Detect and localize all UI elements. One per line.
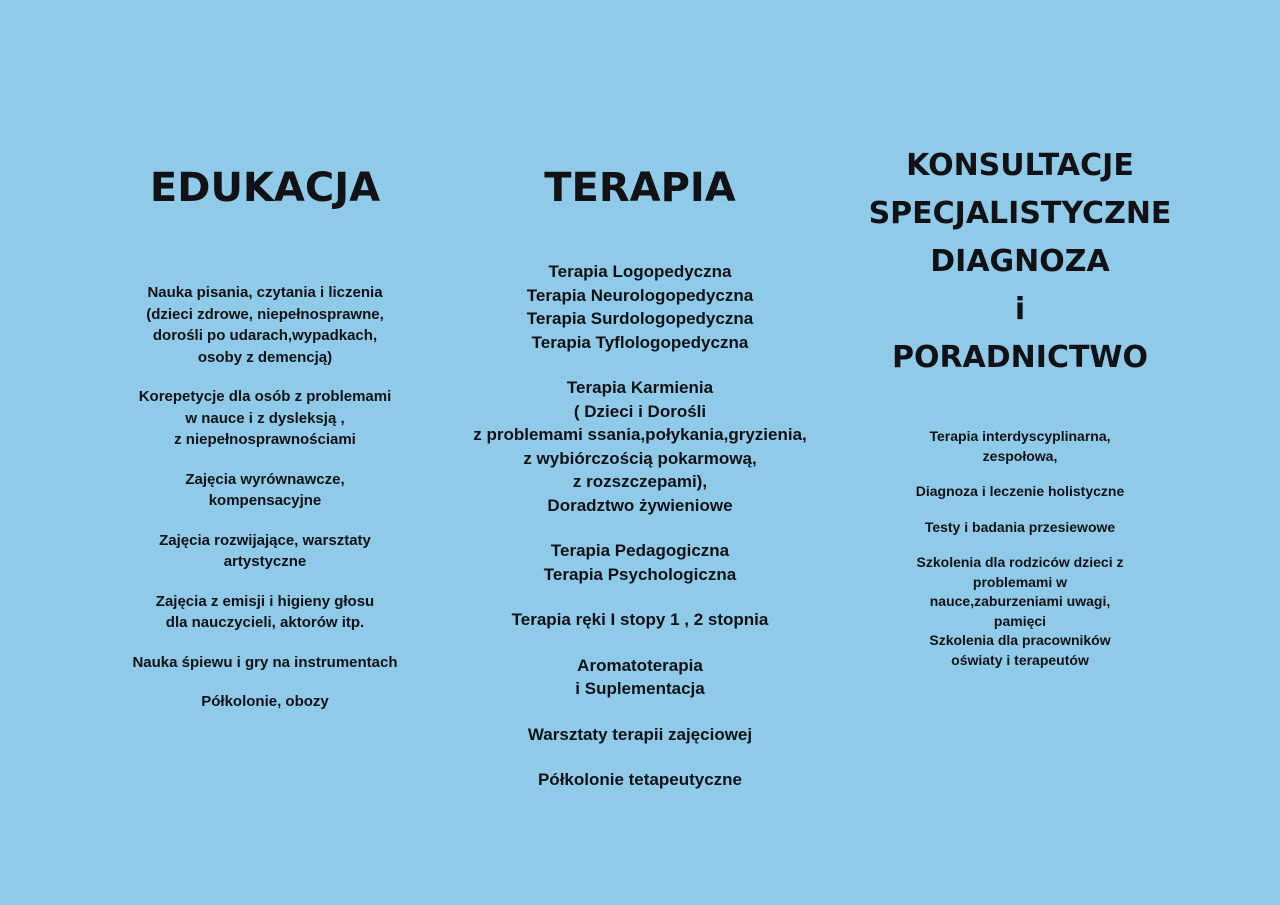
column-items-edukacja [79, 282, 451, 713]
service-line: Doradztwo żywieniowe [547, 495, 733, 515]
service-item [440, 608, 840, 632]
column-title-terapia [440, 166, 840, 210]
service-line: dla nauczycieli, aktorów itp. [165, 614, 365, 631]
service-line: nauce,zaburzeniami uwagi, [929, 593, 1111, 609]
column-title-line: DIAGNOZA [930, 244, 1110, 279]
service-line: Terapia Karmienia [566, 378, 714, 397]
service-line: Warsztaty terapii zajęciowej [527, 724, 753, 744]
service-item [79, 386, 451, 451]
service-line: w nauce i z dysleksją , [185, 409, 345, 427]
service-item [440, 723, 840, 747]
service-item [440, 260, 840, 354]
service-line: z rozszczepami), [572, 472, 708, 491]
column-edukacja [79, 166, 451, 731]
service-item [79, 591, 451, 634]
service-line: Półkolonie tetapeutyczne [537, 770, 743, 789]
service-item [79, 469, 451, 512]
column-title-line: SPECJALISTYCZNE [868, 196, 1172, 231]
service-line: Diagnoza i leczenie holistyczne [915, 483, 1125, 499]
service-item [852, 482, 1188, 502]
service-item [440, 539, 840, 586]
service-line: Terapia interdyscyplinarna, [929, 428, 1111, 444]
column-title-line: TERAPIA [544, 165, 736, 211]
column-title-line: i [1014, 292, 1026, 327]
service-line: zespołowa, [982, 447, 1058, 464]
service-line: Szkolenia dla pracowników [929, 632, 1111, 648]
service-line: oświaty i terapeutów [951, 651, 1089, 668]
service-line: Półkolonie, obozy [201, 693, 329, 710]
service-line: Terapia Psychologiczna [543, 564, 737, 584]
service-line: z wybiórczością pokarmową, [523, 448, 757, 468]
service-item [79, 652, 451, 674]
service-line: Aromatoterapia [577, 655, 703, 675]
service-line: Nauka śpiewu i gry na instrumentach [132, 653, 398, 671]
service-item [852, 553, 1188, 670]
service-item [852, 427, 1188, 466]
service-line: Terapia Tyflologopedyczna [531, 332, 749, 352]
column-konsultacje [852, 142, 1188, 686]
service-line: osoby z demencją) [197, 348, 333, 366]
service-line: kompensacyjne [208, 492, 322, 509]
column-title-line: KONSULTACJE [906, 148, 1134, 183]
service-line: Terapia Logopedyczna [548, 262, 732, 281]
column-terapia [440, 166, 840, 814]
service-line: Zajęcia z emisji i higieny głosu [155, 592, 375, 610]
column-items-konsultacje [852, 427, 1188, 670]
column-title-line: PORADNICTWO [891, 340, 1149, 375]
service-line: ( Dzieci i Dorośli [573, 401, 707, 421]
service-line: artystyczne [223, 553, 307, 570]
service-line: Zajęcia rozwijające, warsztaty [159, 531, 371, 549]
service-line: Terapia Surdologopedyczna [526, 309, 754, 328]
service-line: Testy i badania przesiewowe [924, 518, 1116, 535]
column-title-line: EDUKACJA [149, 165, 381, 211]
service-line: Nauka pisania, czytania i liczenia [147, 284, 383, 301]
service-line: Szkolenia dla rodziców dzieci z [916, 554, 1124, 570]
service-line: z problemami ssania,połykania,gryzienia, [473, 425, 807, 444]
column-title-konsultacje [852, 142, 1188, 382]
service-line: problemami w [972, 573, 1068, 590]
service-item [852, 518, 1188, 538]
column-items-terapia [440, 260, 840, 792]
service-line: dorośli po udarach,wypadkach, [152, 327, 378, 344]
service-item [440, 376, 840, 517]
service-item [440, 768, 840, 792]
service-item [79, 282, 451, 368]
service-item [440, 654, 840, 701]
service-item [79, 530, 451, 573]
service-line: Terapia ręki I stopy 1 , 2 stopnia [511, 610, 769, 629]
column-title-edukacja [79, 166, 451, 210]
service-line: pamięci [993, 612, 1047, 629]
service-line: z niepełnosprawnościami [174, 431, 356, 448]
service-line: i Suplementacja [575, 679, 705, 698]
service-line: Terapia Neurologopedyczna [526, 285, 754, 305]
service-item [79, 691, 451, 713]
service-line: Terapia Pedagogiczna [550, 541, 730, 560]
service-line: Korepetycje dla osób z problemami [138, 388, 392, 405]
service-line: Zajęcia wyrównawcze, [185, 470, 345, 488]
service-line: (dzieci zdrowe, niepełnosprawne, [146, 305, 384, 323]
